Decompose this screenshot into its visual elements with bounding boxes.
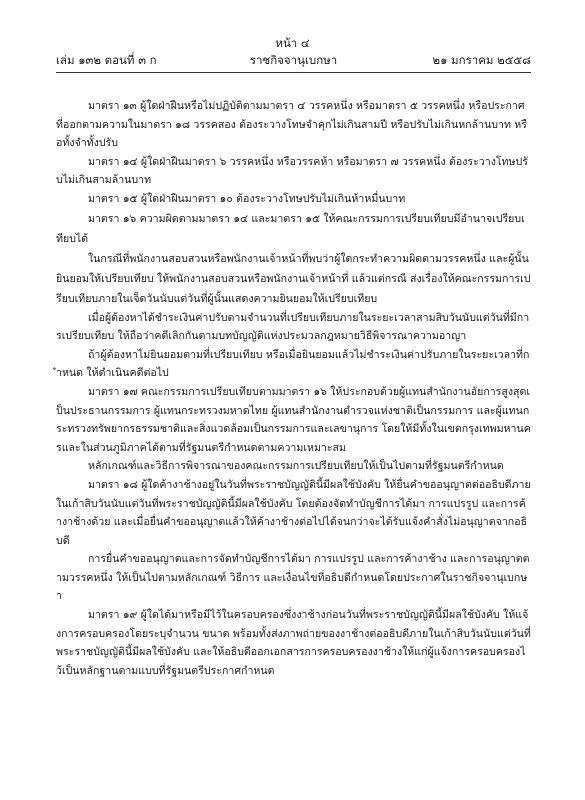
publication-date: ๒๑ มกราคม ๒๕๕๘ [432, 53, 531, 67]
section-19-paragraph: มาตรา ๑๙ ผู้ใดได้มาหรือมีไว้ในครอบครองซึ่งงาช้างก่อนวันที่พระราชบัญญัตินี้มีผลใช้บังคับ ให้แจ้งการครอบครองโดยระบุจำนวน ขนาด พร้อมทั้งส่งภาพถ่ายของงาช้างต่ออธิบดีภายในเก้าสิบวันนับแต่วันที่พระราชบัญญัตินี้มีผลใช้บังคับ และให้อธิบดีออกเอกสารการครอบครองงาช้างให้แก่ผู้แจ้งการครอบครองไว้เป็นหลักฐานตามแบบที่รัฐมนตรีประกาศกำหนด [56, 609, 531, 677]
section-15-paragraph: มาตรา ๑๕ ผู้ใดฝ่าฝืนมาตรา ๑๐ ต้องระวางโทษปรับไม่เกินห้าหมื่นบาท [88, 192, 406, 205]
header-divider [56, 72, 531, 73]
section-17-clause-2: หลักเกณฑ์และวิธีการพิจารณาของคณะกรรมการเปรียบเทียบให้เป็นไปตามที่รัฐมนตรีกำหนด [88, 460, 504, 473]
volume-issue: เล่ม ๑๓๒ ตอนที่ ๓ ก [56, 53, 157, 67]
section-16-clause-3: เมื่อผู้ต้องหาได้ชำระเงินค่าปรับตามจำนวนที่เปรียบเทียบภายในระยะเวลาสามสิบวันนับแต่วันที่มีการเปรียบเทียบ ให้ถือว่าคดีเลิกกันตามบทบัญญัติแห่งประมวลกฎหมายวิธีพิจารณาความอาญา [56, 311, 530, 343]
gazette-title: ราชกิจจานุเบกษา [249, 53, 338, 67]
section-18-paragraph: มาตรา ๑๘ ผู้ใดค้างาช้างอยู่ในวันที่พระราชบัญญัตินี้มีผลใช้บังคับ ให้ยื่นคำขออนุญาตต่ออธิบดีภายในเก้าสิบวันนับแต่วันที่พระราชบัญญัตินี้มีผลใช้บังคับ โดยต้องจัดทำบัญชีการได้มา การแปรรูป และการค้างาช้างด้วย และเมื่อยื่นคำขออนุญาตแล้วให้ค้างาช้างต่อไปได้จนกว่าจะได้รับแจ้งคำสั่งไม่อนุญาตจากอธิบดี [56, 478, 531, 547]
section-16-clause-4: ถ้าผู้ต้องหาไม่ยินยอมตามที่เปรียบเทียบ หรือเมื่อยินยอมแล้วไม่ชำระเงินค่าปรับภายในระยะเวลาที่กำหนด ให้ดำเนินคดีต่อไป [56, 348, 530, 380]
document-body [56, 97, 531, 680]
section-18-clause-2: การยื่นคำขออนุญาตและการจัดทำบัญชีการได้มา การแปรรูป และการค้างาช้าง และการอนุญาตตามวรรคหนึ่ง ให้เป็นไปตามหลักเกณฑ์ วิธีการ และเงื่อนไขที่อธิบดีกำหนดโดยประกาศในราชกิจจานุเบกษา [56, 553, 530, 603]
section-13-paragraph: มาตรา ๑๓ ผู้ใดฝ่าฝืนหรือไม่ปฏิบัติตามมาตรา ๔ วรรคหนึ่ง หรือมาตรา ๕ วรรคหนึ่ง หรือประกาศที่ออกตามความในมาตรา ๑๘ วรรคสอง ต้องระวางโทษจำคุกไม่เกินสามปี หรือปรับไม่เกินหกล้านบาท หรือทั้งจำทั้งปรับ [56, 100, 527, 150]
section-16-clause-2: ในกรณีที่พนักงานสอบสวนหรือพนักงานเจ้าหน้าที่พบว่าผู้ใดกระทำความผิดตามวรรคหนึ่ง และผู้นั้นยินยอมให้เปรียบเทียบ ให้พนักงานสอบสวนหรือพนักงานเจ้าหน้าที่ แล้วแต่กรณี ส่งเรื่องให้คณะกรรมการเปรียบเทียบภายในเจ็ดวันนับแต่วันที่ผู้นั้นแสดงความยินยอมให้เปรียบเทียบ [56, 252, 531, 305]
page-number: หน้า ๔ [275, 36, 310, 50]
section-17-paragraph: มาตรา ๑๗ คณะกรรมการเปรียบเทียบตามมาตรา ๑๖ ให้ประกอบด้วยผู้แทนสำนักงานอัยการสูงสุดเป็นประธานกรรมการ ผู้แทนกระทรวงมหาดไทย ผู้แทนสำนักงานตำรวจแห่งชาติเป็นกรรมการ และผู้แทนกระทรวงทรัพยากรธรรมชาติและสิ่งแวดล้อมเป็นกรรมการและเลขานุการ โดยให้มีทั้งในเขตกรุงเทพมหานครและในส่วนภูมิภาคได้ตามที่รัฐมนตรีกำหนดตามความเหมาะสม [56, 385, 531, 454]
section-16-paragraph: มาตรา ๑๖ ความผิดตามมาตรา ๑๔ และมาตรา ๑๕ ให้คณะกรรมการเปรียบเทียบมีอำนาจเปรียบเทียบได้ [56, 212, 525, 245]
section-14-paragraph: มาตรา ๑๔ ผู้ใดฝ่าฝืนมาตรา ๖ วรรคหนึ่ง หรือวรรคห้า หรือมาตรา ๗ วรรคหนึ่ง ต้องระวางโทษปรับไม่เกินสามล้านบาท [56, 155, 528, 187]
